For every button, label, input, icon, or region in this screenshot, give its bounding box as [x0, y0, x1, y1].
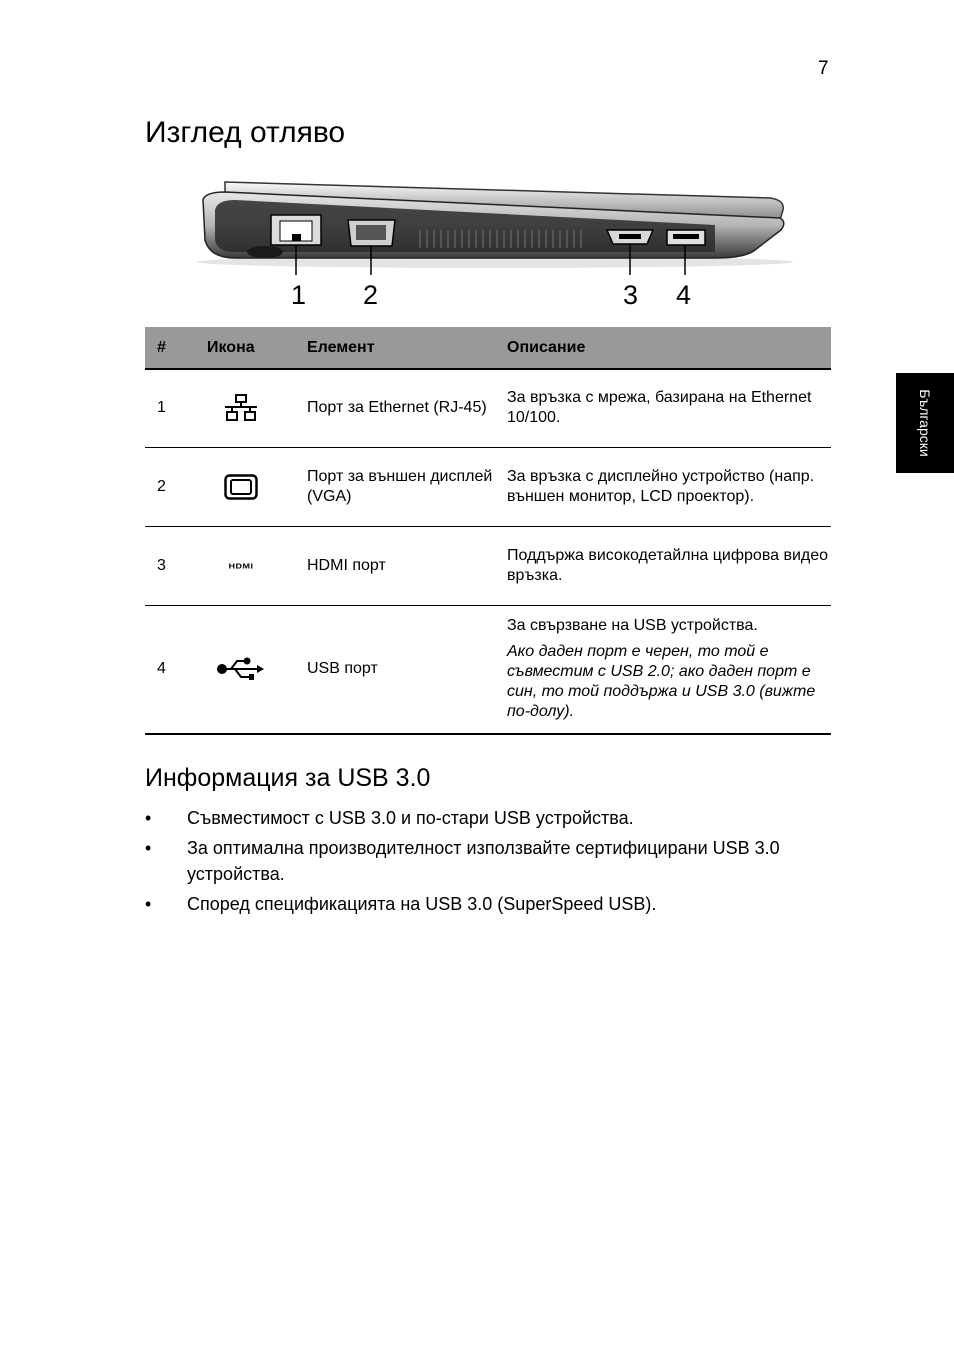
bullet: •	[145, 838, 152, 858]
usb-icon	[217, 657, 265, 681]
row-element: Порт за външен дисплей (VGA)	[307, 447, 507, 526]
table-row	[145, 526, 831, 605]
list-item	[145, 891, 805, 917]
usb-info-list	[145, 805, 805, 921]
row-description: За връзка с дисплейно устройство (напр. външен монитор, LCD проектор).	[507, 447, 831, 526]
table-row	[145, 605, 831, 734]
section-title: Изглед отляво	[145, 116, 346, 149]
row-note: Ако даден порт е черен, то той е съвместим с USB 2.0; ако даден порт е син, то той поддържа и USB 3.0 (вижте по-долу).	[507, 643, 816, 721]
language-tab	[896, 373, 954, 473]
row-description: За свързване на USB устройства.	[507, 617, 758, 635]
page-number: 7	[818, 58, 829, 79]
callout-3: 3	[623, 280, 639, 310]
list-item-text: Съвместимост с USB 3.0 и по-стари USB устройства.	[187, 808, 634, 828]
row-element: HDMI порт	[307, 526, 507, 605]
bullet: •	[145, 808, 152, 828]
vga-icon	[224, 474, 258, 500]
ethernet-icon	[224, 394, 258, 422]
list-item	[145, 835, 805, 887]
row-num: 3	[145, 526, 191, 605]
header-description: Описание	[507, 327, 831, 369]
ports-table	[145, 327, 831, 735]
row-num: 2	[145, 447, 191, 526]
table-header-row	[145, 327, 831, 369]
hdmi-icon: HDMI	[228, 561, 254, 570]
header-num: #	[145, 327, 191, 369]
list-item	[145, 805, 805, 831]
laptop-left-side-illustration	[195, 170, 795, 310]
table-row	[145, 447, 831, 526]
row-element: USB порт	[307, 605, 507, 734]
row-element: Порт за Ethernet (RJ-45)	[307, 369, 507, 447]
row-num: 1	[145, 369, 191, 447]
row-description-cell	[507, 605, 831, 734]
usb-info-title: Информация за USB 3.0	[145, 764, 431, 792]
callout-2: 2	[363, 280, 379, 310]
list-item-text: Според спецификацията на USB 3.0 (SuperSpeed USB).	[187, 894, 657, 914]
bullet: •	[145, 894, 152, 914]
row-num: 4	[145, 605, 191, 734]
callout-1: 1	[291, 280, 307, 310]
table-row	[145, 369, 831, 447]
language-tab-label: Български	[917, 389, 933, 457]
row-description: За връзка с мрежа, базирана на Ethernet 10/100.	[507, 369, 831, 447]
header-icon: Икона	[191, 327, 307, 369]
callout-4: 4	[676, 280, 692, 310]
row-description: Поддържа високодетайлна цифрова видео връзка.	[507, 526, 831, 605]
list-item-text: За оптимална производителност използвайте сертифицирани USB 3.0 устройства.	[187, 838, 780, 884]
header-element: Елемент	[307, 327, 507, 369]
